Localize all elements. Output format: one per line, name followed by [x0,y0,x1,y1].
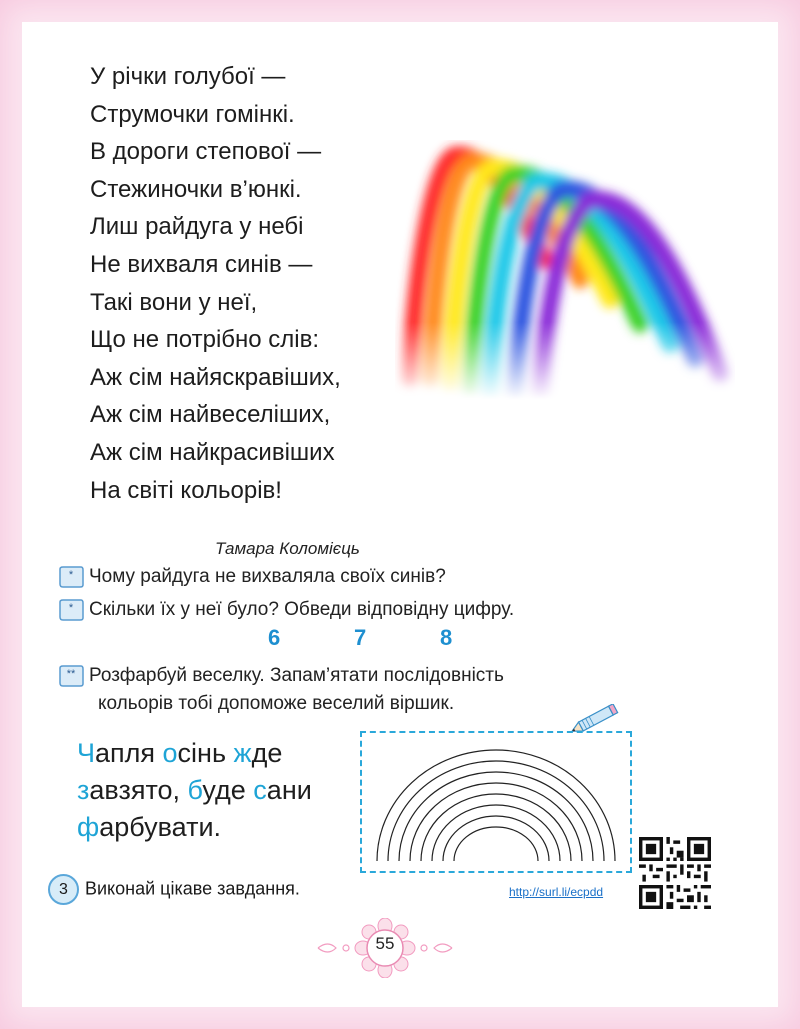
rhyme-line [77,809,312,846]
qr-code-icon [639,837,711,909]
poem-line: Аж сім найяскравіших, [90,363,341,391]
highlighted-letter: с [253,775,267,805]
poem-line: На світі кольорів! [90,476,282,504]
rhyme-line [77,735,312,772]
badge-text: * [68,602,74,614]
task-text: Виконай цікаве завдання. [85,878,300,899]
badge-text: ** [66,668,76,680]
poem-line: Лиш райдуга у небі [90,213,304,241]
highlighted-letter: Ч [77,738,95,768]
rainbow-illustration [395,140,735,400]
poem-line: Стежиночки в’юнкі. [90,175,302,203]
task-number: 3 [48,874,79,905]
rhyme-text: арбувати. [99,812,222,842]
poem-line: Аж сім найкрасивіших [90,438,335,466]
question-text: Чому райдуга не вихваляла своїх синів? [89,566,446,587]
poem-line: В дороги степової — [90,138,322,166]
poem-line: У річки голубої — [90,63,286,90]
highlighted-letter: б [187,775,203,805]
poem-line: Такі вони у неї, [90,288,258,316]
number-choice[interactable]: 6 [268,625,281,650]
number-choice[interactable]: 7 [354,625,367,650]
coloring-area[interactable] [360,731,632,873]
pencil-icon [565,704,625,734]
poem-line: Що не потрібно слів: [90,326,320,354]
number-choice[interactable]: 8 [440,625,453,650]
poem-line: Аж сім найвеселіших, [90,401,331,429]
page-number: 55 [375,934,395,953]
task-link[interactable]: http://surl.li/ecpdd [509,885,604,899]
highlighted-letter: о [162,738,178,768]
rhyme-text: ани [266,775,312,805]
poem-line: Не вихваля синів — [90,250,313,278]
question-text: Скільки їх у неї було? Обведи відповідну цифру. [89,599,515,620]
mnemonic-rhyme [77,735,312,846]
rhyme-line [77,772,312,809]
scroll-badge-icon [57,598,85,622]
task-3 [48,874,300,905]
rhyme-text: уде [202,775,254,805]
rhyme-text: апля [95,738,163,768]
scroll-badge-icon [57,664,85,688]
rhyme-text: де [251,738,283,768]
poem-line: Струмочки гомінкі. [90,100,295,128]
highlighted-letter: з [77,775,90,805]
scroll-badge-icon [57,565,85,589]
rainbow-outline [362,733,630,871]
question-text: кольорів тобі допоможе веселий віршик. [98,693,455,714]
highlighted-letter: ж [233,738,252,768]
question-text: Розфарбуй веселку. Запам’ятати послідовність [89,665,504,686]
poem [90,58,341,509]
badge-text: * [68,569,74,581]
rhyme-text: авзято, [89,775,188,805]
poem-author: Тамара Коломієць [215,539,360,558]
rhyme-text: сінь [177,738,234,768]
highlighted-letter: ф [77,812,100,842]
